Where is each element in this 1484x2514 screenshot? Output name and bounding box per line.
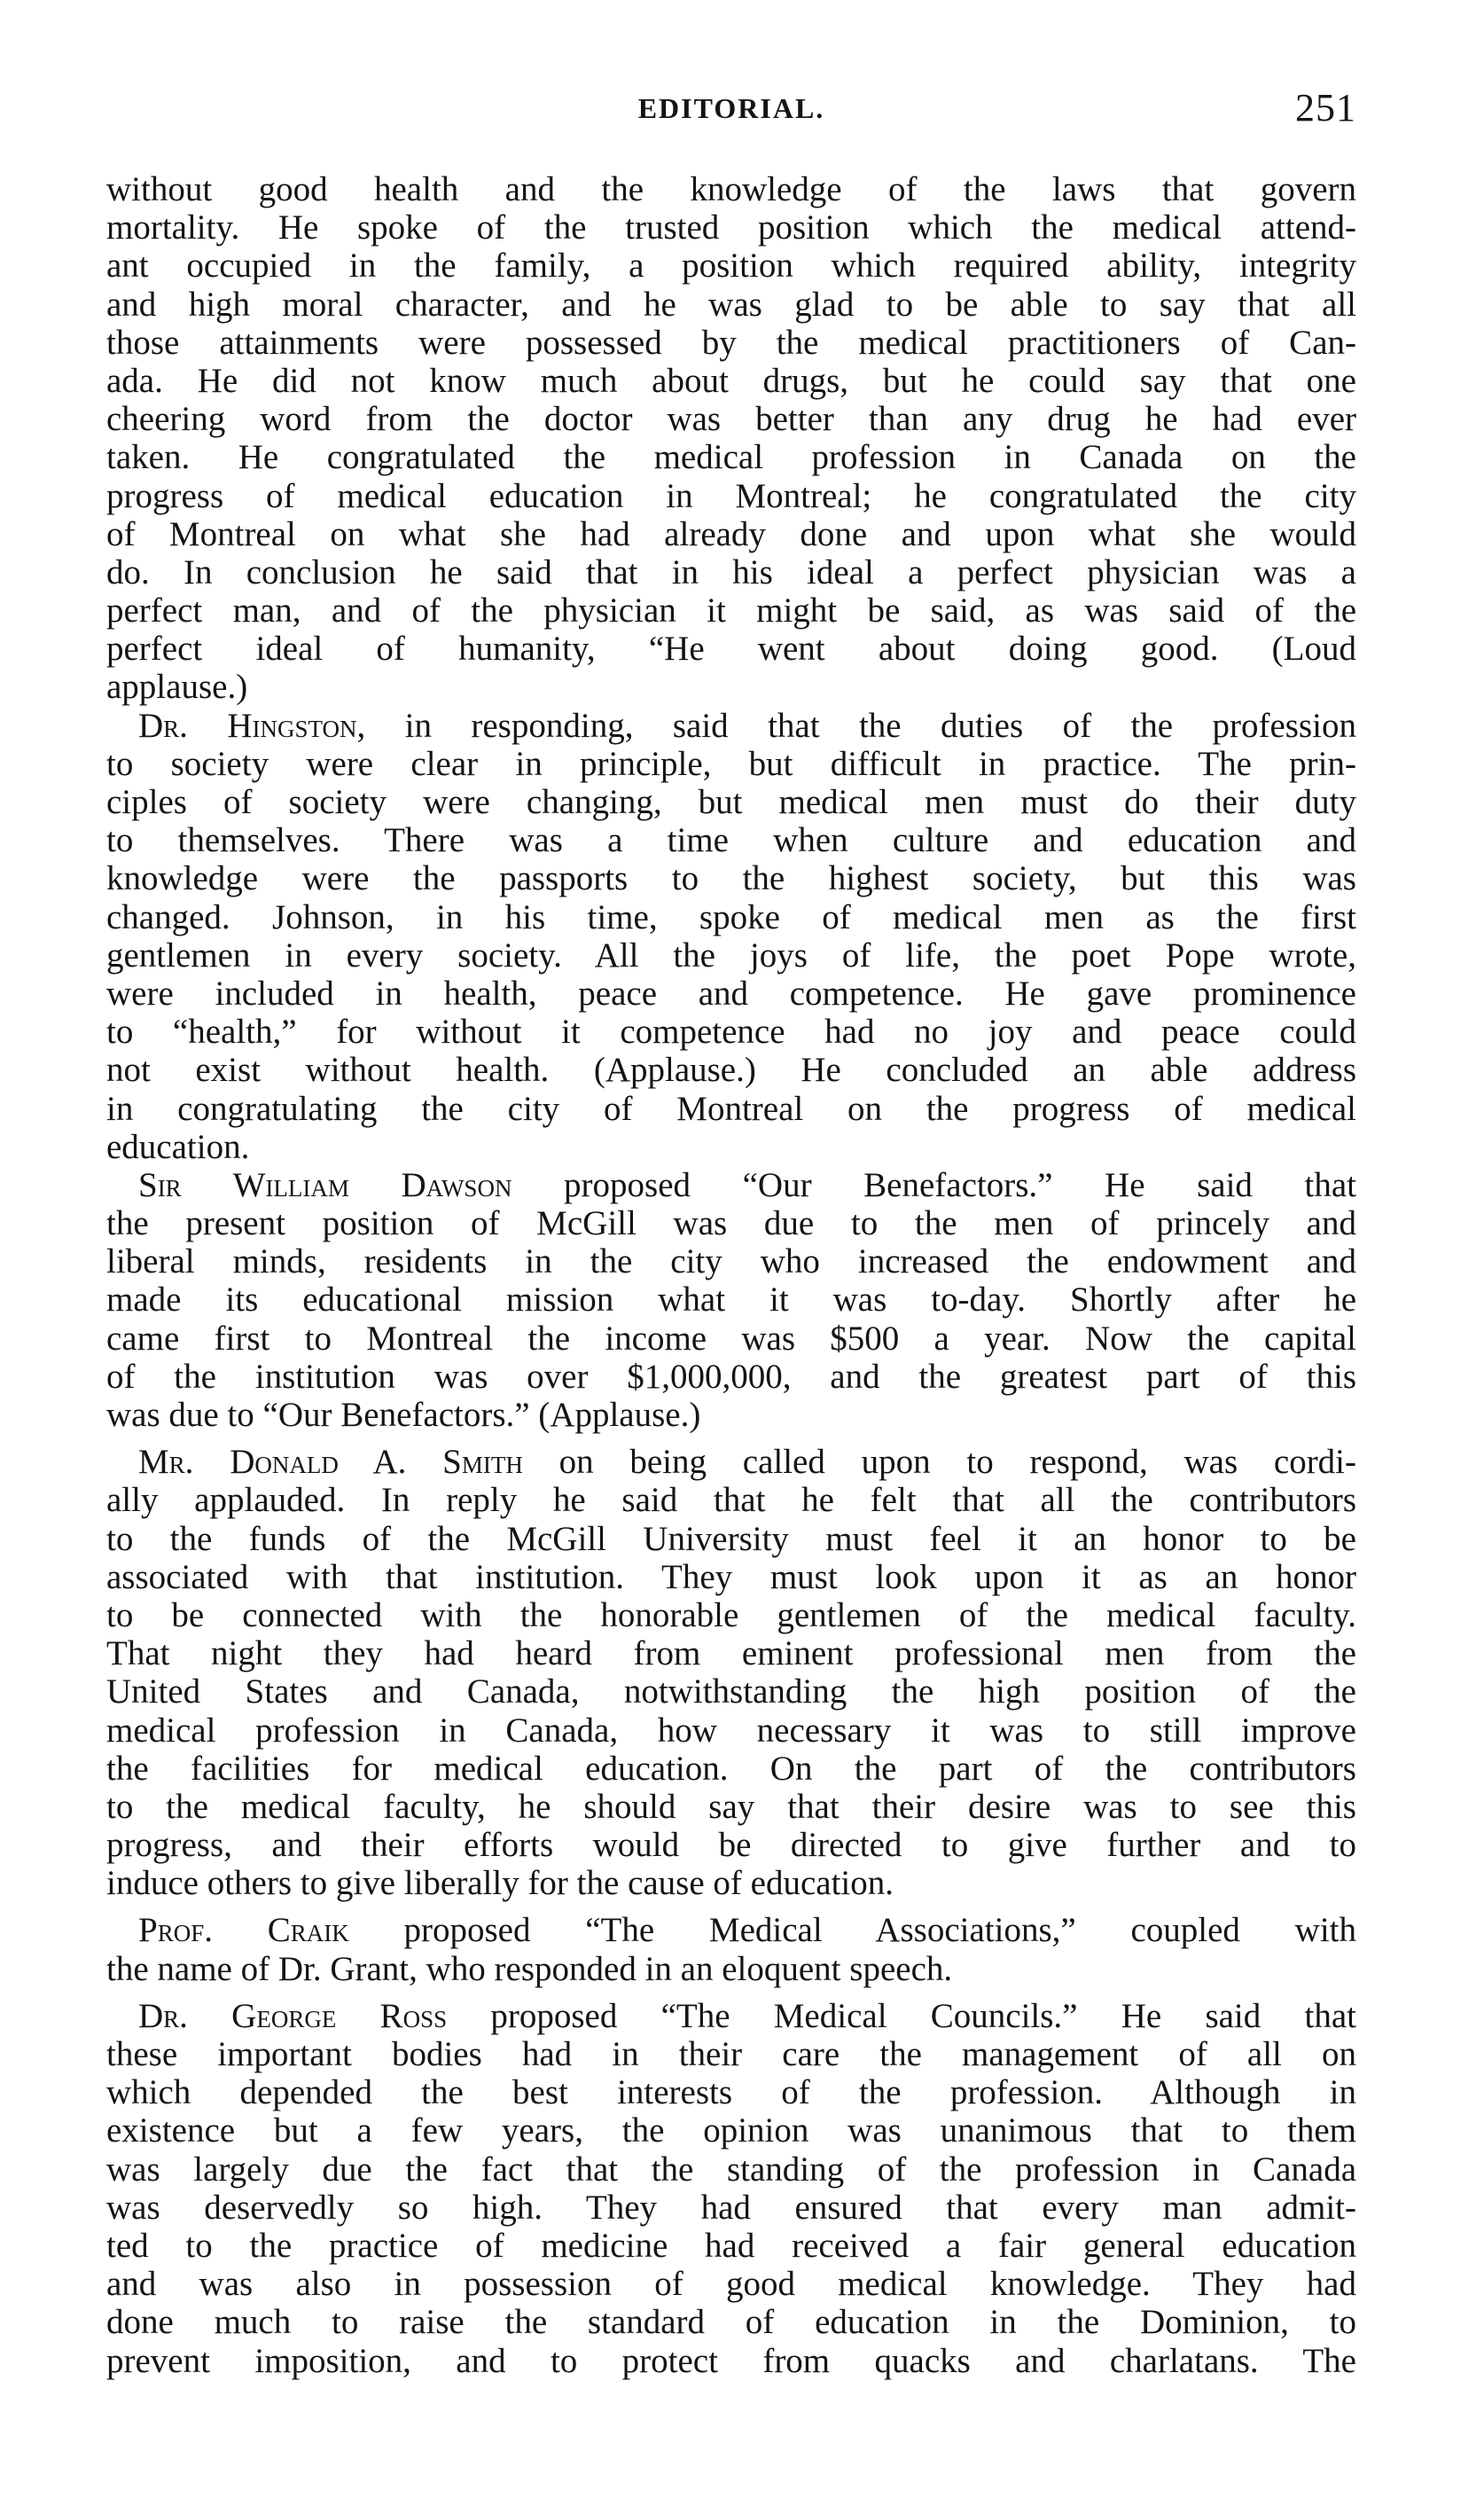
line-text: in congratulating the city of Montreal on the progress of medical [106, 1089, 1356, 1128]
line-text: education. [106, 1127, 250, 1166]
text-line [106, 783, 1356, 821]
text-line [106, 553, 1356, 591]
text-line [106, 1128, 1356, 1166]
text-line [106, 2303, 1356, 2341]
text-line [106, 400, 1356, 438]
text-line [106, 1443, 1356, 1481]
text-line [106, 630, 1356, 668]
line-text: ally applauded. In reply he said that he felt that all the contributors [106, 1481, 1356, 1520]
text-line [106, 1090, 1356, 1128]
line-text: perfect man, and of the physician it might be said, as was said of the [106, 591, 1356, 630]
text-line [106, 286, 1356, 324]
text-line [106, 324, 1356, 362]
line-text: without good health and the knowledge of the laws that govern [106, 170, 1356, 208]
line-text: on being called upon to respond, was cordi- [522, 1443, 1356, 1482]
line-text: and was also in possession of good medical knowledge. They had [106, 2265, 1356, 2304]
text-line [106, 859, 1356, 897]
text-line [106, 1358, 1356, 1396]
speaker-name: Dr. George Ross [138, 1996, 448, 2035]
text-line [106, 1997, 1356, 2035]
text-line [106, 2035, 1356, 2073]
line-text: taken. He congratulated the medical profession in Canada on the [106, 438, 1356, 477]
text-line [106, 438, 1356, 476]
line-text: cheering word from the doctor was better than any drug he had ever [106, 400, 1356, 439]
text-line [106, 936, 1356, 975]
line-text: ada. He did not know much about drugs, but he could say that one [106, 361, 1356, 400]
text-line [106, 821, 1356, 859]
running-head [106, 85, 1356, 138]
line-text: was due to “Our Benefactors.” (Applause.) [106, 1396, 701, 1434]
text-line [106, 362, 1356, 400]
line-text: associated with that institution. They must look upon it as an honor [106, 1557, 1356, 1596]
text-line [106, 1396, 1356, 1434]
line-text: ciples of society were changing, but medical men must do their duty [106, 783, 1356, 821]
text-line [106, 668, 1356, 706]
text-line [106, 208, 1356, 247]
text-line [106, 1166, 1356, 1204]
text-line [106, 1520, 1356, 1558]
text-line [106, 1013, 1356, 1051]
line-text: those attainments were possessed by the medical practitioners of Can- [106, 323, 1356, 362]
line-text: liberal minds, residents in the city who increased the endowment and [106, 1242, 1356, 1281]
line-text: ted to the practice of medicine had received a fair general education [106, 2226, 1356, 2265]
text-line [106, 1558, 1356, 1596]
text-line [106, 1911, 1356, 1949]
text-line [106, 1204, 1356, 1242]
line-text: , in responding, said that the duties of the profession [356, 706, 1356, 745]
text-line [106, 2189, 1356, 2227]
line-text: and high moral character, and he was glad to be able to say that all [106, 285, 1356, 324]
line-text: progress of medical education in Montreal; he congratulated the city [106, 476, 1356, 515]
text-line [106, 1864, 1356, 1902]
text-line [106, 2111, 1356, 2150]
line-text: proposed “The Medical Councils.” He said that [447, 1996, 1356, 2035]
line-text: knowledge were the passports to the highest society, but this was [106, 859, 1356, 898]
line-text: was deservedly so high. They had ensured that every man admit- [106, 2188, 1356, 2227]
text-line [106, 591, 1356, 630]
text-line [106, 2342, 1356, 2380]
text-line [106, 1672, 1356, 1711]
text-line [106, 477, 1356, 515]
speaker-name: Dr. Hingston [138, 706, 357, 745]
line-text: ant occupied in the family, a position which required ability, integrity [106, 247, 1356, 286]
line-text: That night they had heard from eminent professional men from the [106, 1634, 1356, 1673]
line-text: prevent imposition, and to protect from quacks and charlatans. The [106, 2341, 1356, 2380]
line-text: do. In conclusion he said that in his ideal a perfect physician was a [106, 552, 1356, 591]
line-text: changed. Johnson, in his time, spoke of medical men as the first [106, 897, 1356, 936]
line-text: gentlemen in every society. All the joys of life, the poet Pope wrote, [106, 936, 1356, 975]
running-title: EDITORIAL. [637, 92, 825, 124]
line-text: was largely due the fact that the standing of the profession in Canada [106, 2150, 1356, 2189]
text-line [106, 1320, 1356, 1358]
line-text: proposed “Our Benefactors.” He said that [512, 1165, 1356, 1204]
speaker-name: Prof. Craik [138, 1911, 349, 1950]
text-line [106, 2265, 1356, 2303]
line-text: the facilities for medical education. On the part of the contributors [106, 1749, 1356, 1788]
line-text: medical profession in Canada, how necessary it was to still improve [106, 1711, 1356, 1750]
line-text: the name of Dr. Grant, who responded in an eloquent speech. [106, 1949, 953, 1988]
line-text: which depended the best interests of the profession. Although in [106, 2073, 1356, 2112]
text-line [106, 1950, 1356, 1988]
speaker-name: Mr. Donald A. Smith [138, 1443, 523, 1482]
text-line [106, 1051, 1356, 1089]
speaker-name: Sir William Dawson [138, 1165, 512, 1204]
line-text: made its educational mission what it was to-day. Shortly after he [106, 1280, 1356, 1320]
text-line [106, 1711, 1356, 1750]
line-text: United States and Canada, notwithstanding the high position of the [106, 1672, 1356, 1711]
text-line [106, 707, 1356, 745]
line-text: to be connected with the honorable gentlemen of the medical faculty. [106, 1595, 1356, 1634]
line-text: induce others to give liberally for the cause of education. [106, 1864, 894, 1903]
line-text: these important bodies had in their care the management of all on [106, 2035, 1356, 2073]
line-text: were included in health, peace and competence. He gave prominence [106, 974, 1356, 1013]
text-line [106, 898, 1356, 936]
text-line [106, 2227, 1356, 2265]
line-text: of Montreal on what she had already done and upon what she would [106, 514, 1356, 553]
line-text: perfect ideal of humanity, “He went about doing good. (Loud [106, 630, 1356, 669]
text-line [106, 1634, 1356, 1672]
text-line [106, 1481, 1356, 1519]
text-line [106, 1280, 1356, 1319]
line-text: came first to Montreal the income was $500 a year. Now the capital [106, 1319, 1356, 1358]
text-line [106, 1788, 1356, 1826]
line-text: progress, and their efforts would be directed to give further and to [106, 1826, 1356, 1865]
text-line [106, 1242, 1356, 1280]
article-body [106, 170, 1356, 2380]
line-text: of the institution was over $1,000,000, and the greatest part of this [106, 1357, 1356, 1396]
line-text: not exist without health. (Applause.) He concluded an able address [106, 1051, 1356, 1090]
text-line [106, 745, 1356, 783]
text-line [106, 2150, 1356, 2189]
line-text: applause.) [106, 668, 248, 707]
text-line [106, 1750, 1356, 1788]
text-line [106, 1596, 1356, 1634]
line-text: the present position of McGill was due to the men of princely and [106, 1204, 1356, 1243]
line-text: proposed “The Medical Associations,” coupled with [348, 1911, 1356, 1950]
text-line [106, 2073, 1356, 2111]
line-text: existence but a few years, the opinion was unanimous that to them [106, 2111, 1356, 2150]
line-text: to the funds of the McGill University must feel it an honor to be [106, 1519, 1356, 1558]
text-line [106, 247, 1356, 285]
line-text: mortality. He spoke of the trusted position which the medical attend- [106, 208, 1356, 247]
line-text: done much to raise the standard of education in the Dominion, to [106, 2303, 1356, 2342]
text-line [106, 1826, 1356, 1864]
line-text: to themselves. There was a time when culture and education and [106, 821, 1356, 860]
line-text: to society were clear in principle, but difficult in practice. The prin- [106, 744, 1356, 783]
text-line [106, 515, 1356, 553]
text-line [106, 170, 1356, 208]
page-number: 251 [1295, 86, 1356, 129]
line-text: to the medical faculty, he should say that their desire was to see this [106, 1787, 1356, 1826]
line-text: to “health,” for without it competence had no joy and peace could [106, 1013, 1356, 1052]
text-line [106, 975, 1356, 1013]
